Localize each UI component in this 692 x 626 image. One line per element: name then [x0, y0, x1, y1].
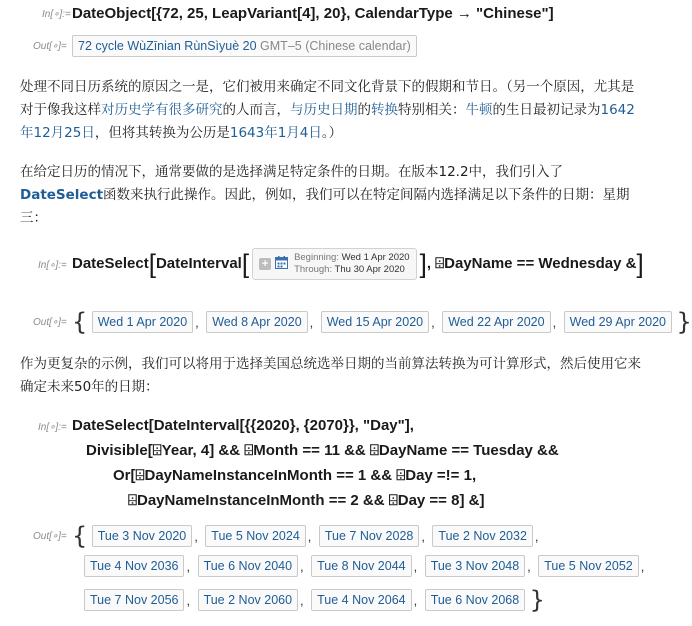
plus-icon[interactable]: +: [259, 258, 271, 270]
date-chip[interactable]: Tue 7 Nov 2028: [319, 525, 419, 547]
date-chip[interactable]: Wed 8 Apr 2020: [206, 311, 307, 333]
date-chip[interactable]: Tue 5 Nov 2024: [205, 525, 305, 547]
open-brace: {: [72, 522, 88, 550]
date-object-chip[interactable]: [72, 35, 417, 57]
out-label: Out[∘]=: [33, 41, 67, 52]
out-label: Out[∘]=: [33, 317, 67, 328]
close-brace: }: [529, 586, 545, 614]
date-chip[interactable]: Tue 3 Nov 2020: [92, 525, 192, 547]
date-chip[interactable]: Wed 29 Apr 2020: [564, 311, 672, 333]
date-object-timezone: GMT–5: [256, 39, 302, 53]
link-newton[interactable]: 牛顿: [465, 102, 493, 118]
date-chip[interactable]: Wed 1 Apr 2020: [92, 311, 193, 333]
para1-text-e: 的生日最初记录为: [492, 102, 601, 118]
para2-text-a: 在给定日历的情况下，通常要做的是选择满足特定条件的日期。在版本12.2中，我们引入了: [20, 164, 564, 180]
date-chip[interactable]: Tue 3 Nov 2048: [425, 555, 525, 577]
date-chip[interactable]: Tue 7 Nov 2056: [84, 589, 184, 611]
input-election-line-1[interactable]: DateSelect[DateInterval[{{2020}, {2070}}, "Day"],: [72, 417, 414, 434]
para1-text-f: ，但将其转换为公历是: [94, 125, 230, 141]
beginning-value: Wed 1 Apr 2020: [338, 252, 410, 263]
input-election-line-2[interactable]: Divisible[⌹Year, 4] && ⌹Month == 11 && ⌹DayName == Tuesday &&: [86, 442, 559, 459]
output-election-row-3: Tue 7 Nov 2056 , Tue 2 Nov 2060 , Tue 4 Nov 2064 , Tue 6 Nov 2068 }: [84, 586, 545, 614]
link-dateselect[interactable]: DateSelect: [20, 187, 104, 203]
code-dateselect: DateSelect: [72, 254, 149, 272]
para1-text-c: 的: [357, 102, 371, 118]
date-chip[interactable]: Tue 8 Nov 2044: [311, 555, 411, 577]
through-value: Thu 30 Apr 2020: [332, 264, 405, 275]
date-chip[interactable]: Wed 15 Apr 2020: [321, 311, 429, 333]
para1-text-a: 处理不同日历系统的原因之一是，它们被用来确定不同文化背景下的假期和节日。（另一个原因，尤其是对于像我这样: [20, 79, 635, 118]
output-election-row-2: Tue 4 Nov 2036 , Tue 6 Nov 2040 , Tue 8 Nov 2044 , Tue 3 Nov 2048 , Tue 5 Nov 2052 ,: [84, 555, 647, 577]
input-dateobject[interactable]: DateObject[{72, 25, LeapVariant[4], 20}, CalendarType → "Chinese"]: [72, 5, 554, 22]
date-chip[interactable]: Tue 4 Nov 2064: [311, 589, 411, 611]
open-brace: {: [72, 308, 88, 336]
paragraph-holidays: [20, 76, 642, 145]
code-dayname-condition: , ⌹DayName == Wednesday &: [426, 254, 637, 272]
para1-text-d: 特别相关：: [398, 102, 466, 118]
link-historical-dates[interactable]: 与历史日期: [290, 102, 358, 118]
beginning-key: Beginning:: [294, 252, 339, 263]
date-chip[interactable]: Wed 22 Apr 2020: [442, 311, 550, 333]
para1-text-b: 的人而言，: [222, 102, 290, 118]
link-date-1643[interactable]: 1643年1月4日: [229, 125, 322, 141]
output-dateobject-row: [72, 35, 417, 57]
date-chip[interactable]: Tue 2 Nov 2060: [198, 589, 298, 611]
para1-text-g: 。）: [321, 125, 343, 141]
out-label: Out[∘]=: [33, 531, 67, 542]
date-interval-text: [294, 252, 410, 276]
through-key: Through:: [294, 264, 333, 275]
close-brace: }: [676, 308, 692, 336]
link-history-research[interactable]: 对历史学有很多研究: [101, 102, 223, 118]
date-chip[interactable]: Tue 4 Nov 2036: [84, 555, 184, 577]
date-object-main: 72 cycle WùZīnian RùnSìyuè 20: [78, 39, 257, 53]
calendar-icon: [275, 256, 288, 273]
date-chip[interactable]: Tue 5 Nov 2052: [538, 555, 638, 577]
date-chip[interactable]: Tue 6 Nov 2040: [198, 555, 298, 577]
paragraph-election: 作为更复杂的示例，我们可以将用于选择美国总统选举日期的当前算法转换为可计算形式，然后使用它来确定未来50年的日期：: [20, 356, 641, 395]
input-dateselect-wednesday[interactable]: DateSelect[DateInterval[ +Beginning: Wed 1 Apr 2020 Through: Thu 30 Apr 2020 ], ⌹DayName == Wednesday &]: [72, 248, 644, 279]
code-dateinterval: DateInterval: [155, 254, 242, 272]
output-election-row-1: { Tue 3 Nov 2020 , Tue 5 Nov 2024 , Tue 7 Nov 2028 , Tue 2 Nov 2032 ,: [72, 522, 539, 550]
date-interval-box[interactable]: [252, 248, 417, 280]
link-conversion[interactable]: 转换: [371, 102, 398, 118]
in-label: In[∘]:=: [38, 260, 67, 271]
input-election-line-3[interactable]: Or[⌹DayNameInstanceInMonth == 1 && ⌹Day =!= 1,: [113, 467, 477, 484]
para2-text-b: 函数来执行此操作。因此，例如，我们可以在特定间隔内选择满足以下条件的日期：星期三：: [20, 187, 630, 226]
date-chip[interactable]: Tue 2 Nov 2032: [432, 525, 532, 547]
date-object-calendar: (Chinese calendar): [301, 39, 411, 53]
input-election-line-4[interactable]: ⌹DayNameInstanceInMonth == 2 && ⌹Day == 8] &]: [128, 492, 485, 509]
paragraph-dateselect: [20, 161, 642, 230]
in-label: In[∘]:=: [42, 9, 71, 20]
output-wednesday-list: { Wed 1 Apr 2020 , Wed 8 Apr 2020 , Wed 15 Apr 2020 , Wed 22 Apr 2020 , Wed 29 Apr 2020 }: [72, 308, 692, 336]
link-date-1642[interactable]: 1642年12月25日: [20, 102, 635, 141]
in-label: In[∘]:=: [38, 422, 67, 433]
date-chip[interactable]: Tue 6 Nov 2068: [425, 589, 525, 611]
